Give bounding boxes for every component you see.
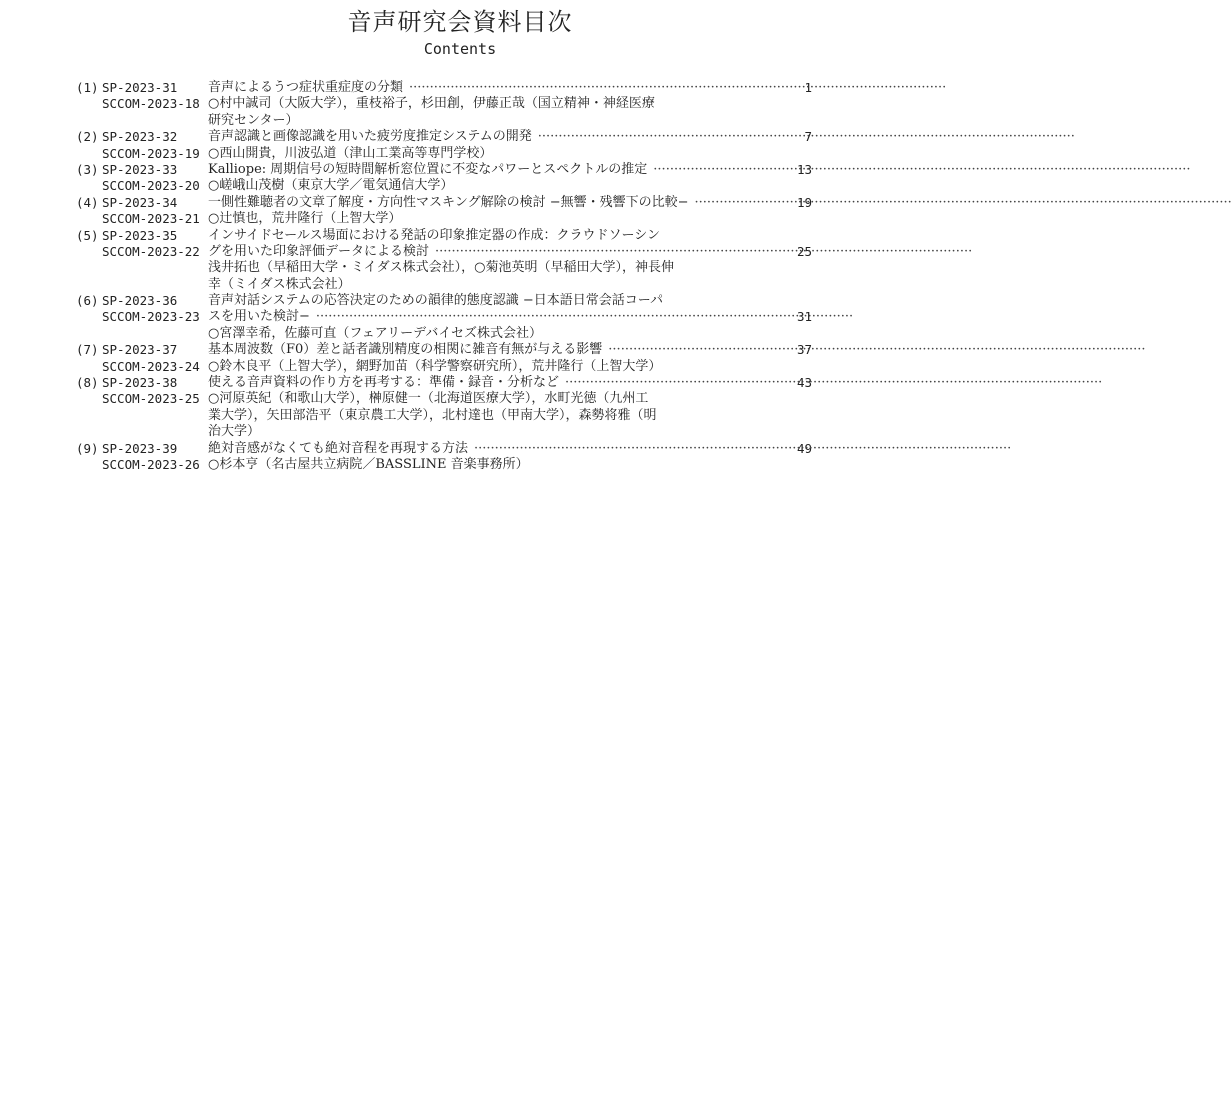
page-number: 19 <box>796 194 812 210</box>
page-number: 49 <box>796 440 812 456</box>
entry-authors <box>208 424 788 440</box>
page-number: 13 <box>796 161 812 177</box>
sccom-code: SCCOM-2023-19 <box>102 145 200 161</box>
entry-title <box>208 129 788 145</box>
sccom-code: SCCOM-2023-22 <box>102 243 200 259</box>
entry-authors <box>208 457 788 473</box>
toc-line <box>0 211 920 227</box>
entry-title-text: グを用いた印象評価データによる検討 <box>208 243 430 259</box>
entry-number: (9) <box>76 440 99 456</box>
sp-code: SP-2023-38 <box>102 375 178 391</box>
toc-line <box>0 342 920 358</box>
leader-dots <box>538 129 1075 145</box>
page-number: 25 <box>796 243 812 259</box>
entry-title <box>208 228 786 244</box>
entry-number: (2) <box>76 129 99 145</box>
entry-authors <box>208 277 788 293</box>
sp-code: SP-2023-31 <box>102 80 178 95</box>
entry-number: (8) <box>76 375 99 391</box>
entry-authors-text: 業大学），矢田部浩平（東京農工大学），北村達也（甲南大学），森勢将雅（明 <box>208 407 657 423</box>
entry-authors-text: ○辻慎也，荒井隆行（上智大学） <box>208 211 402 227</box>
entry-title <box>208 80 788 96</box>
entry-authors <box>208 96 788 112</box>
leader-dots <box>653 162 1190 178</box>
entry-title <box>208 293 786 309</box>
entry-authors <box>208 146 788 162</box>
leader-dots <box>316 309 853 325</box>
entry-title <box>208 244 788 260</box>
entry-title-text: Kalliope: 周期信号の短時間解析窓位置に不変なパワーとスペクトルの推定 <box>208 161 648 177</box>
entry-title <box>208 342 788 358</box>
entry-title <box>208 441 788 457</box>
toc-line <box>0 146 920 162</box>
page-number: 1 <box>804 80 812 95</box>
sp-code: SP-2023-35 <box>102 227 178 243</box>
entry-title-text: スを用いた検討− <box>208 309 310 325</box>
toc-line <box>0 391 920 407</box>
entry-title-text: 絶対音感がなくても絶対音程を再現する方法 <box>208 440 469 456</box>
toc-line <box>0 408 920 424</box>
entry-authors <box>208 359 788 375</box>
leader-dots <box>565 375 1102 391</box>
sp-code: SP-2023-32 <box>102 129 178 145</box>
toc-line <box>0 80 920 96</box>
sp-code: SP-2023-34 <box>102 194 178 210</box>
toc-line <box>0 457 920 473</box>
page-number: 37 <box>796 342 812 358</box>
entry-authors-text: ○西山開貴，川波弘道（津山工業高等専門学校） <box>208 145 493 161</box>
entry-authors-text: ○杉本亨（名古屋共立病院／BASSLINE 音楽事務所） <box>208 456 529 472</box>
entry-title-text: インサイドセールス場面における発話の印象推定器の作成：クラウドソーシン <box>208 227 660 243</box>
leader-dots <box>695 195 1232 211</box>
entry-authors-text: ○嵯峨山茂樹（東京大学／電気通信大学） <box>208 178 454 194</box>
entry-number: (4) <box>76 194 99 210</box>
sp-code: SP-2023-37 <box>102 342 178 358</box>
entry-authors-text: ○鈴木良平（上智大学），網野加苗（科学警察研究所），荒井隆行（上智大学） <box>208 358 662 374</box>
sccom-code: SCCOM-2023-25 <box>102 391 200 407</box>
toc-line <box>0 113 920 129</box>
entry-title-text: 音声認識と画像認識を用いた疲労度推定システムの開発 <box>208 129 532 145</box>
entry-authors-text: 治大学） <box>208 424 261 440</box>
entry-authors <box>208 211 788 227</box>
entry-authors-text: ○村中誠司（大阪大学），重枝裕子，杉田創，伊藤正哉（国立精神・神経医療 <box>208 96 655 112</box>
toc-line <box>0 162 920 178</box>
sccom-code: SCCOM-2023-20 <box>102 178 200 194</box>
table-of-contents <box>0 80 920 473</box>
toc-line <box>0 309 920 325</box>
sccom-code: SCCOM-2023-26 <box>102 456 200 472</box>
entry-authors-text: ○河原英紀（和歌山大学），榊原健一（北海道医療大学），水町光徳（九州工 <box>208 391 649 407</box>
entry-number: (3) <box>76 161 99 177</box>
page-number: 7 <box>804 129 812 145</box>
entry-title-text: 音声によるうつ症状重症度の分類 <box>208 80 404 95</box>
entry-title <box>208 195 788 211</box>
entry-authors-text: 研究センター） <box>208 112 299 128</box>
leader-dots <box>608 342 1145 358</box>
entry-authors <box>208 260 788 276</box>
toc-line <box>0 244 920 260</box>
page-subtitle: Contents <box>423 40 497 58</box>
entry-title-text: 音声対話システムの応答決定のための韻律的態度認識 −日本語日常会話コーパ <box>208 293 664 309</box>
entry-authors <box>208 326 788 342</box>
sp-code: SP-2023-33 <box>102 161 178 177</box>
entry-authors <box>208 391 788 407</box>
sccom-code: SCCOM-2023-24 <box>102 358 200 374</box>
entry-title <box>208 375 788 391</box>
entry-authors-text: 浅井拓也（早稲田大学・ミイダス株式会社），○菊池英明（早稲田大学），神長伸 <box>208 260 674 276</box>
toc-line <box>0 359 920 375</box>
toc-line <box>0 195 920 211</box>
entry-title <box>208 162 788 178</box>
sp-code: SP-2023-39 <box>102 440 178 456</box>
toc-line <box>0 277 920 293</box>
toc-line <box>0 178 920 194</box>
leader-dots <box>435 244 972 260</box>
entry-authors <box>208 113 788 129</box>
page-title: 音声研究会資料目次 <box>347 8 573 36</box>
entry-number: (6) <box>76 293 99 309</box>
toc-line <box>0 441 920 457</box>
entry-number: (7) <box>76 342 99 358</box>
page-number: 43 <box>796 375 812 391</box>
toc-line <box>0 96 920 112</box>
toc-line <box>0 228 920 244</box>
entry-title-text: 基本周波数（F0）差と話者識別精度の相関に雑音有無が与える影響 <box>208 342 603 358</box>
toc-line <box>0 260 920 276</box>
toc-line <box>0 129 920 145</box>
page-number: 31 <box>796 309 812 325</box>
entry-number: (5) <box>76 227 99 243</box>
entry-number: (1) <box>76 80 99 95</box>
entry-authors-text: 幸（ミイダス株式会社） <box>208 276 351 292</box>
sccom-code: SCCOM-2023-18 <box>102 96 200 112</box>
sccom-code: SCCOM-2023-23 <box>102 309 200 325</box>
leader-dots <box>474 441 1011 457</box>
entry-authors <box>208 178 788 194</box>
entry-title-text: 一側性難聴者の文章了解度・方向性マスキング解除の検討 −無響・残響下の比較− <box>208 194 689 210</box>
toc-line <box>0 375 920 391</box>
toc-line <box>0 293 920 309</box>
entry-title <box>208 309 788 325</box>
toc-line <box>0 326 920 342</box>
entry-authors-text: ○宮澤幸希，佐藤可直（フェアリーデバイセズ株式会社） <box>208 325 543 341</box>
sp-code: SP-2023-36 <box>102 293 178 309</box>
sccom-code: SCCOM-2023-21 <box>102 211 200 227</box>
entry-title-text: 使える音声資料の作り方を再考する：準備・録音・分析など <box>208 375 560 391</box>
leader-dots <box>409 80 946 96</box>
entry-authors <box>208 408 788 424</box>
toc-line <box>0 424 920 440</box>
